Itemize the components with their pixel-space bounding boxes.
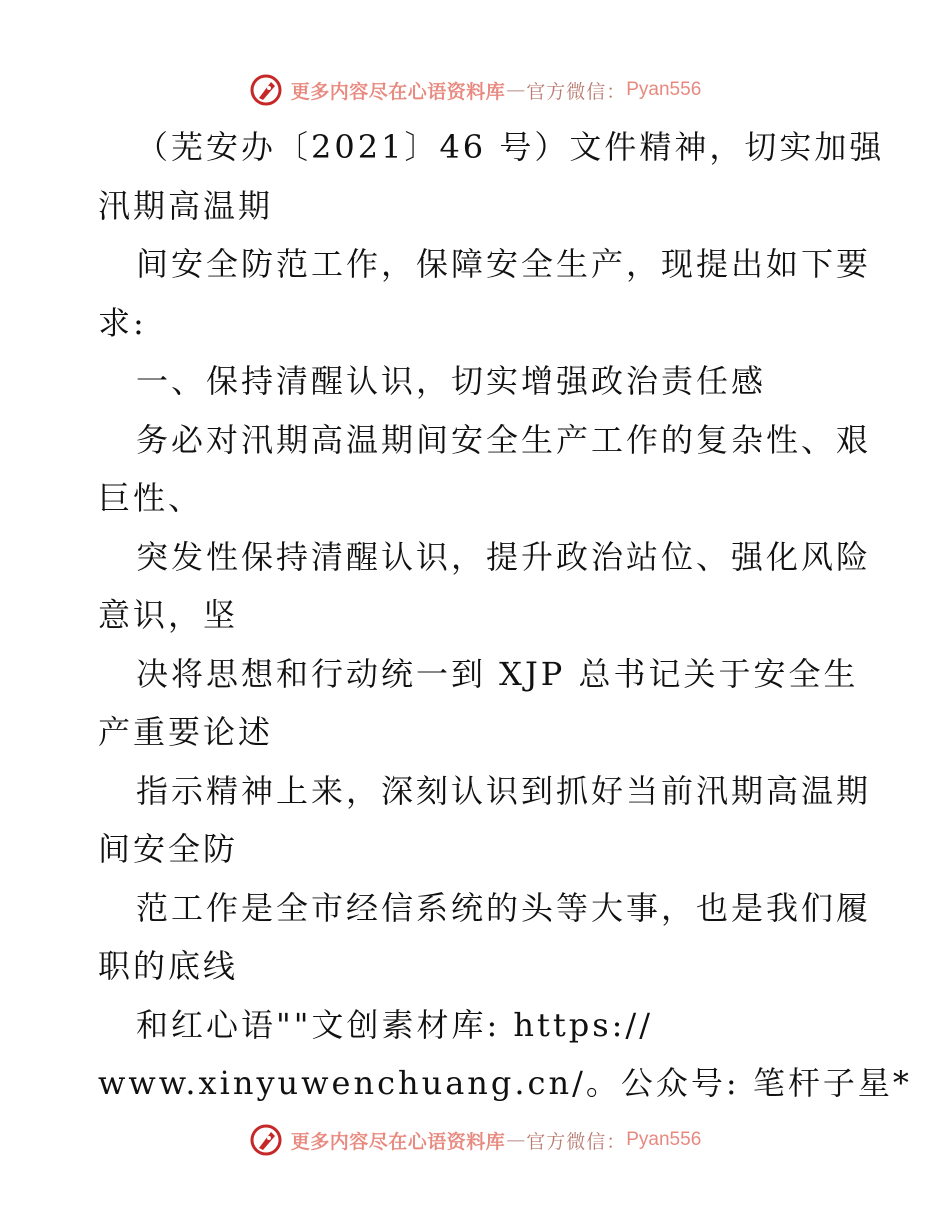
document-line: 巨性、 [98, 479, 204, 517]
document-line: 汛期高温期 [98, 186, 274, 225]
banner-wechat-id: Pyan556 [626, 1129, 702, 1150]
banner-library-text: 更多内容尽在心语资料库 [290, 80, 506, 103]
document-line: 务必对汛期高温期间安全生产工作的复杂性、艰 [136, 420, 872, 459]
document-line: 职的底线 [98, 947, 239, 985]
header-watermark-banner [0, 70, 950, 110]
banner-dash: — [506, 79, 526, 101]
document-line: 一、保持清醒认识，切实增强政治责任感 [136, 362, 767, 400]
document-line: 产重要论述 [98, 713, 274, 751]
document-line: 突发性保持清醒认识，提升政治站位、强化风险 [136, 537, 872, 576]
document-line: 指示精神上来，深刻认识到抓好当前汛期高温期 [136, 771, 872, 810]
banner-wechat-id: Pyan556 [626, 79, 702, 100]
pen-nib-circle-icon [249, 1123, 283, 1157]
banner-wechat-label: 官方微信： [526, 1130, 627, 1153]
banner-wechat-label: 官方微信： [526, 80, 627, 103]
document-line: 和红心语""文创素材库: https:// [136, 1005, 653, 1044]
document-line: 求: [98, 303, 147, 342]
document-line: 范工作是全市经信系统的头等大事，也是我们履 [136, 888, 872, 927]
document-line: 间安全防 [98, 830, 239, 868]
document-line: 间安全防范工作，保障安全生产，现提出如下要 [136, 245, 872, 283]
document-line: www.xinyuwenchuang.cn/。公众号: 笔杆子星* [98, 1064, 912, 1102]
document-line: （芜安办〔2021〕46 号）文件精神，切实加强 [136, 128, 885, 166]
pen-nib-circle-icon [249, 73, 283, 107]
banner-library-text: 更多内容尽在心语资料库 [290, 1130, 506, 1153]
document-line: 决将思想和行动统一到 XJP 总书记关于安全生 [136, 654, 859, 693]
footer-watermark-banner [0, 1120, 950, 1160]
document-body [98, 118, 912, 1113]
document-line: 意识，坚 [98, 596, 239, 634]
banner-dash: — [506, 1129, 526, 1151]
